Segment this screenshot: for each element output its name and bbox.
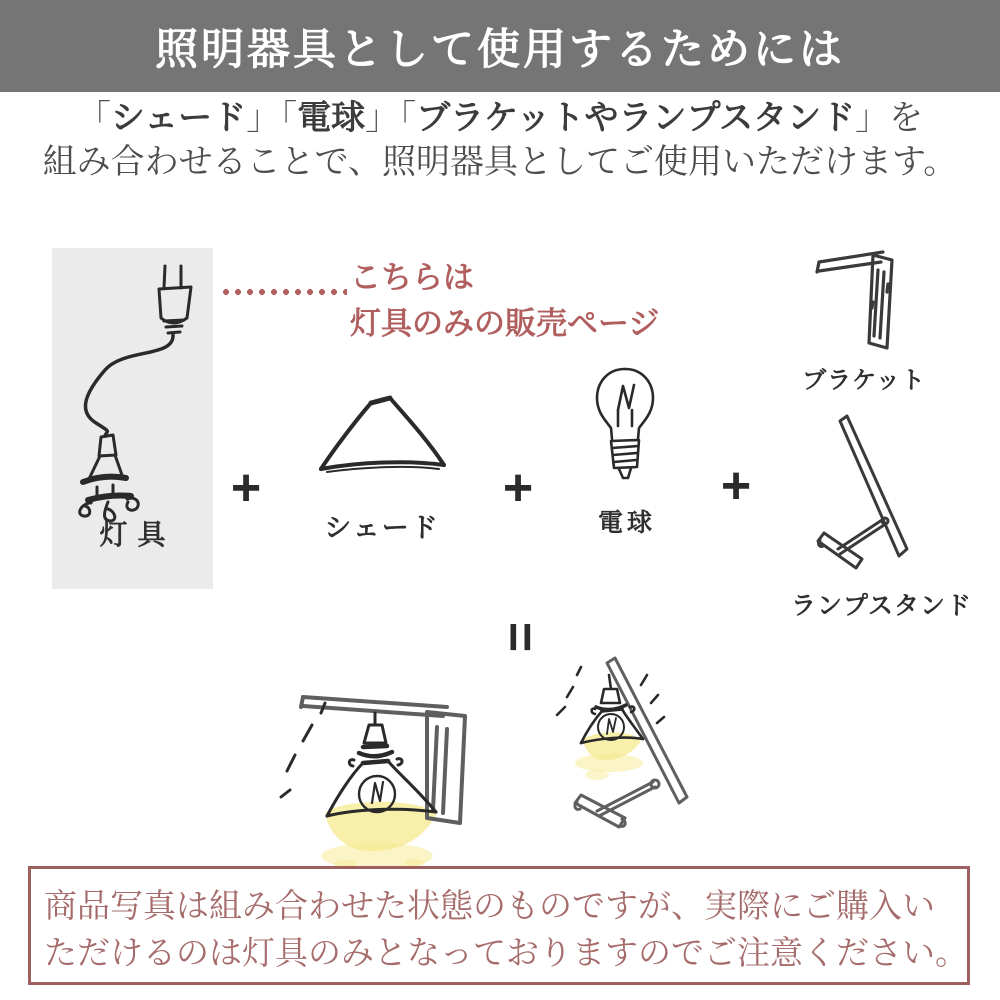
bulb-illustration (592, 366, 658, 496)
shade-illustration (314, 392, 450, 478)
title-banner (0, 0, 1000, 92)
plus-sign-1: + (230, 459, 262, 517)
page-title: 照明器具として使用するためには (155, 25, 845, 74)
plus-sign-3: + (720, 457, 752, 515)
lamp-fixture-illustration (52, 258, 213, 538)
shade-label: シェード (324, 513, 440, 543)
lamp-label: 灯具 (99, 519, 176, 550)
sale-note (350, 255, 659, 347)
lamp-fixture-panel (52, 248, 213, 589)
sale-note-line1: こちらは (350, 260, 474, 295)
assembled-stand-lamp-illustration (545, 645, 710, 850)
dotted-leader-line (221, 288, 347, 296)
notice-box (28, 866, 970, 985)
notice-line2: ただけるのは灯具のみとなっておりますのでご注意ください。 (44, 934, 968, 971)
sale-note-line2: 灯具のみの販売ページ (350, 306, 660, 341)
lamp-stand-label: ランプスタンド (791, 592, 973, 620)
equals-sign: = (491, 621, 549, 653)
bracket-label: ブラケット (802, 367, 926, 394)
intro-line2: 組み合わせることで、照明器具としてご使用いただけます。 (42, 143, 958, 181)
bracket-illustration (813, 242, 913, 354)
lamp-stand-illustration (812, 413, 912, 578)
intro-line1: 「シェード」「電球」「ブラケットやランプスタンド」を (76, 99, 924, 137)
notice-line1: 商品写真は組み合わせた状態のものですが、実際にご購入い (44, 887, 935, 924)
bulb-label: 電球 (597, 509, 656, 537)
intro-text (0, 96, 1000, 184)
plus-sign-2: + (502, 459, 534, 517)
assembled-bracket-lamp-illustration (275, 675, 475, 870)
